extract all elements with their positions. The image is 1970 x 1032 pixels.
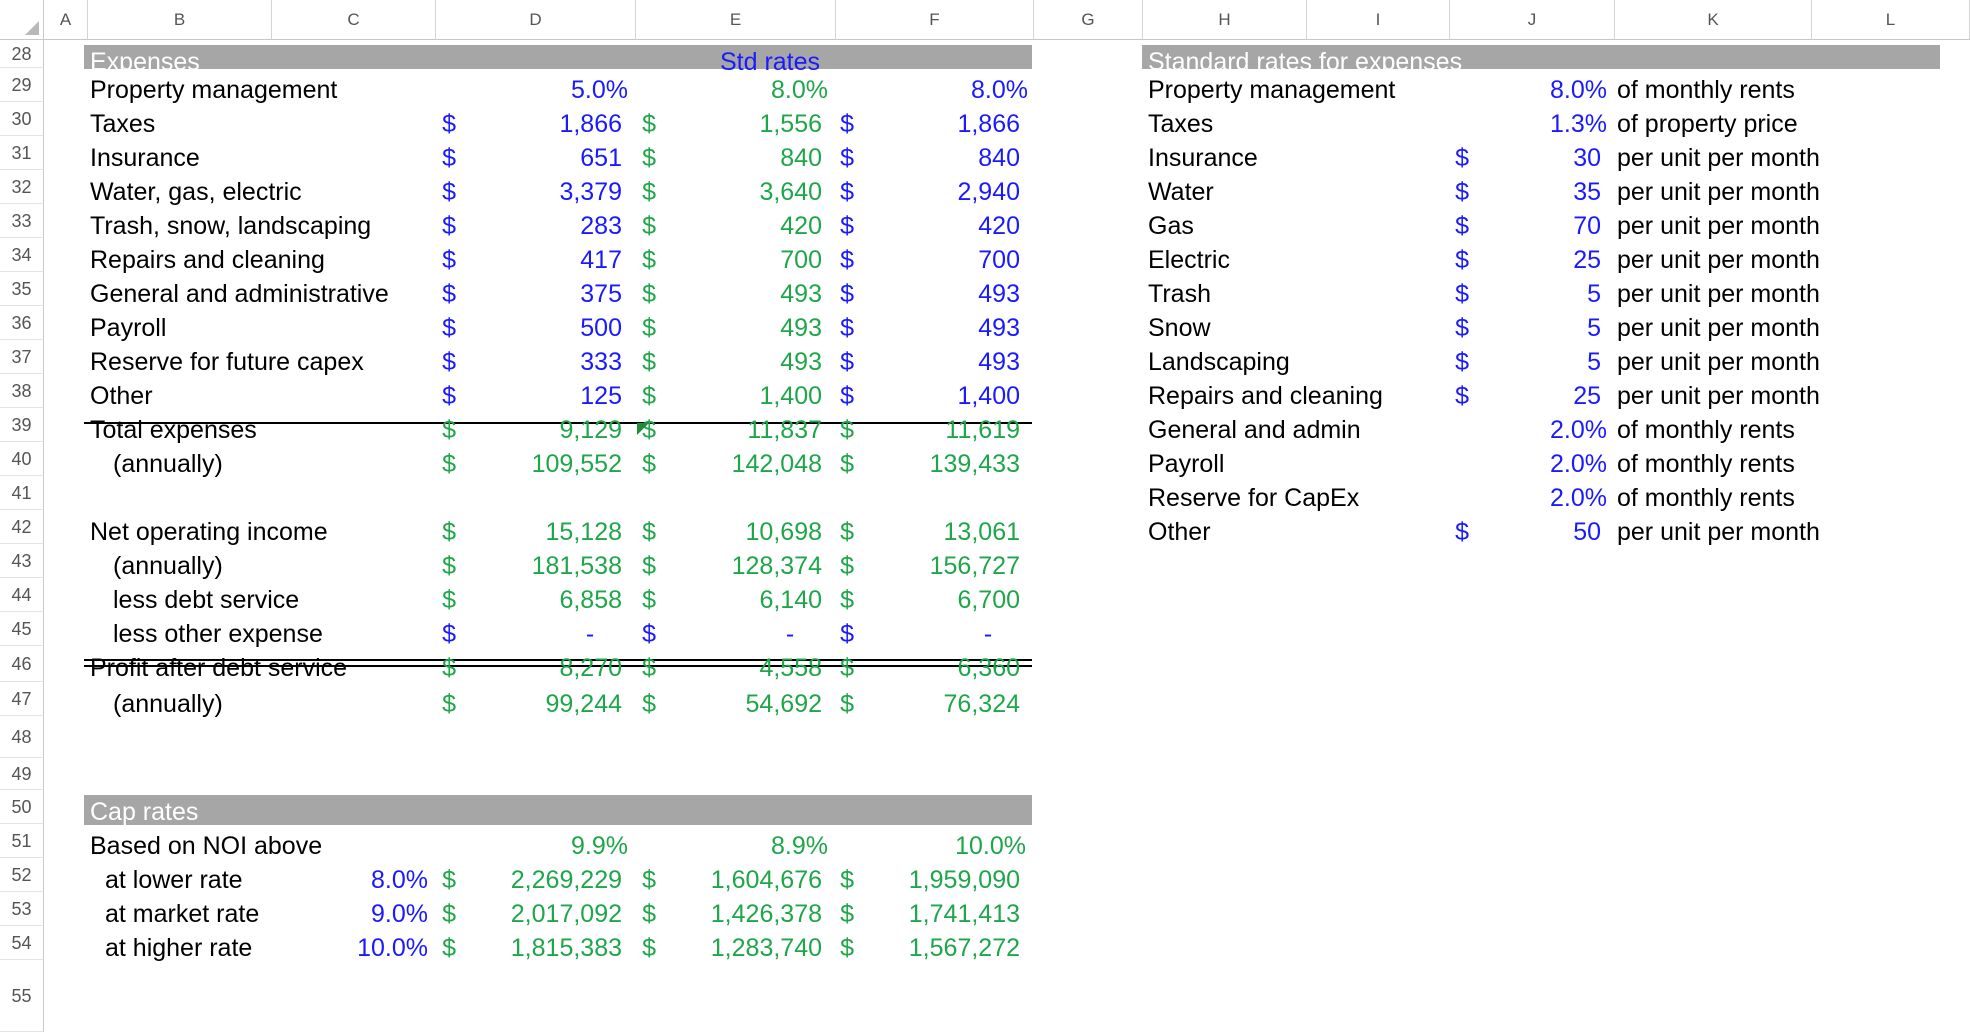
- expense-row-3-e-dollar[interactable]: $: [642, 178, 656, 206]
- row-header-38[interactable]: 38: [0, 374, 44, 408]
- expense-row-1-d-dollar[interactable]: $: [442, 110, 456, 138]
- less-other-expense-d-dollar[interactable]: $: [442, 620, 456, 648]
- row-header-31[interactable]: 31: [0, 136, 44, 170]
- row-header-46[interactable]: 46: [0, 646, 44, 682]
- cap-rate-row-1-f-dollar[interactable]: $: [840, 866, 854, 894]
- standard-rate-row-3-value[interactable]: 30: [1573, 144, 1601, 172]
- less-debt-service-e-dollar[interactable]: $: [642, 586, 656, 614]
- cap-rate-row-1-e-dollar[interactable]: $: [642, 866, 656, 894]
- expense-row-1-label[interactable]: Taxes: [90, 110, 156, 138]
- cap-rate-row-2-d[interactable]: 2,017,092: [510, 900, 622, 928]
- cap-rate-row-3-e[interactable]: 1,283,740: [710, 934, 822, 962]
- expense-row-6-f[interactable]: 493: [978, 280, 1020, 308]
- standard-rate-row-6-unit[interactable]: per unit per month: [1617, 246, 1820, 274]
- expense-row-8-e[interactable]: 493: [780, 348, 822, 376]
- expense-row-6-d[interactable]: 375: [580, 280, 622, 308]
- row-header-43[interactable]: 43: [0, 544, 44, 578]
- row-header-42[interactable]: 42: [0, 510, 44, 544]
- cap-rate-row-1-d-dollar[interactable]: $: [442, 866, 456, 894]
- net-operating-income-e[interactable]: 10,698: [745, 518, 822, 546]
- select-all-corner[interactable]: [0, 0, 44, 40]
- total-expenses-annual-d[interactable]: 109,552: [531, 450, 622, 478]
- standard-rate-row-9-value[interactable]: 5: [1587, 348, 1601, 376]
- expense-row-8-f[interactable]: 493: [978, 348, 1020, 376]
- column-header-B[interactable]: B: [88, 0, 272, 40]
- net-operating-income-e-dollar[interactable]: $: [642, 518, 656, 546]
- expense-row-5-d-dollar[interactable]: $: [442, 246, 456, 274]
- standard-rate-row-9-unit[interactable]: per unit per month: [1617, 348, 1820, 376]
- expense-row-1-f[interactable]: 1,866: [957, 110, 1020, 138]
- standard-rate-row-4-value[interactable]: 35: [1573, 178, 1601, 206]
- expense-row-4-e[interactable]: 420: [780, 212, 822, 240]
- cap-rate-row-3-label[interactable]: at higher rate: [105, 934, 253, 962]
- row-header-35[interactable]: 35: [0, 272, 44, 306]
- expense-row-8-e-dollar[interactable]: $: [642, 348, 656, 376]
- less-debt-service-f-dollar[interactable]: $: [840, 586, 854, 614]
- standard-rate-row-13-value[interactable]: 2.0%: [1550, 484, 1607, 512]
- based-on-noi-label[interactable]: Based on NOI above: [90, 832, 323, 860]
- row-header-32[interactable]: 32: [0, 170, 44, 204]
- profit-after-debt-service-f[interactable]: 6,360: [957, 654, 1020, 682]
- standard-rate-row-10-label[interactable]: Repairs and cleaning: [1148, 382, 1383, 410]
- based-on-noi-e[interactable]: 8.9%: [771, 832, 828, 860]
- standard-rate-row-2-unit[interactable]: of property price: [1617, 110, 1798, 138]
- expense-row-2-e-dollar[interactable]: $: [642, 144, 656, 172]
- cap-rate-row-1-f[interactable]: 1,959,090: [908, 866, 1020, 894]
- expenses-header-band: [84, 45, 1032, 69]
- standard-rate-row-4-unit[interactable]: per unit per month: [1617, 178, 1820, 206]
- less-other-expense-label[interactable]: less other expense: [113, 620, 323, 648]
- row-header-44[interactable]: 44: [0, 578, 44, 612]
- standard-rate-row-7-label[interactable]: Trash: [1148, 280, 1211, 308]
- cap-rate-row-1-d[interactable]: 2,269,229: [510, 866, 622, 894]
- less-debt-service-d[interactable]: 6,858: [559, 586, 622, 614]
- expense-row-6-d-dollar[interactable]: $: [442, 280, 456, 308]
- cap-rate-row-1-rate[interactable]: 8.0%: [371, 866, 428, 894]
- standard-rate-row-3-label[interactable]: Insurance: [1148, 144, 1258, 172]
- cap-rates-header-band: [84, 795, 1032, 825]
- cap-rate-row-1-e[interactable]: 1,604,676: [710, 866, 822, 894]
- profit-annual-e[interactable]: 54,692: [745, 690, 822, 718]
- row-header-51[interactable]: 51: [0, 824, 44, 858]
- expense-row-1-d[interactable]: 1,866: [559, 110, 622, 138]
- profit-annual-label[interactable]: (annually): [113, 690, 223, 718]
- row-header-54[interactable]: 54: [0, 926, 44, 960]
- expense-row-2-f[interactable]: 840: [978, 144, 1020, 172]
- expense-row-6-label[interactable]: General and administrative: [90, 280, 389, 308]
- standard-rate-row-8-value[interactable]: 5: [1587, 314, 1601, 342]
- expense-row-7-label[interactable]: Payroll: [90, 314, 167, 342]
- expense-row-3-e[interactable]: 3,640: [759, 178, 822, 206]
- column-header-D[interactable]: D: [436, 0, 636, 40]
- cap-rate-row-2-f[interactable]: 1,741,413: [908, 900, 1020, 928]
- expense-row-1-e[interactable]: 1,556: [759, 110, 822, 138]
- standard-rate-row-6-value[interactable]: 25: [1573, 246, 1601, 274]
- expense-row-1-e-dollar[interactable]: $: [642, 110, 656, 138]
- net-operating-income-label[interactable]: Net operating income: [90, 518, 328, 546]
- profit-after-debt-service-e[interactable]: 4,558: [759, 654, 822, 682]
- less-other-expense-d[interactable]: -: [585, 620, 595, 648]
- expense-row-3-d[interactable]: 3,379: [559, 178, 622, 206]
- total-expenses-d-dollar[interactable]: $: [442, 416, 456, 444]
- standard-rate-row-13-label[interactable]: Reserve for CapEx: [1148, 484, 1360, 512]
- profit-after-debt-service-d-dollar[interactable]: $: [442, 654, 456, 682]
- standard-rate-row-5-unit[interactable]: per unit per month: [1617, 212, 1820, 240]
- total-expenses-e[interactable]: 11,837: [747, 416, 822, 444]
- row-header-37[interactable]: 37: [0, 340, 44, 374]
- total-expenses-label[interactable]: Total expenses: [90, 416, 257, 444]
- standard-rate-row-5-dollar[interactable]: $: [1455, 212, 1469, 240]
- std-rates-label[interactable]: Std rates: [719, 48, 821, 76]
- cap-rate-row-3-d[interactable]: 1,815,383: [510, 934, 622, 962]
- less-debt-service-e[interactable]: 6,140: [759, 586, 822, 614]
- column-header-E[interactable]: E: [636, 0, 836, 40]
- standard-rate-row-2-value[interactable]: 1.3%: [1550, 110, 1607, 138]
- expense-row-2-e[interactable]: 840: [780, 144, 822, 172]
- profit-after-debt-service-d[interactable]: 8,270: [559, 654, 622, 682]
- column-header-I[interactable]: I: [1307, 0, 1450, 40]
- net-operating-income-d-dollar[interactable]: $: [442, 518, 456, 546]
- net-operating-income-annual-f-dollar[interactable]: $: [840, 552, 854, 580]
- standard-rate-row-14-dollar[interactable]: $: [1455, 518, 1469, 546]
- standard-rate-row-4-label[interactable]: Water: [1148, 178, 1214, 206]
- column-header-J[interactable]: J: [1450, 0, 1615, 40]
- standard-rate-row-14-unit[interactable]: per unit per month: [1617, 518, 1820, 546]
- row-header-39[interactable]: 39: [0, 408, 44, 442]
- total-expenses-annual-e-dollar[interactable]: $: [642, 450, 656, 478]
- cap-rate-row-2-e-dollar[interactable]: $: [642, 900, 656, 928]
- standard-rate-row-12-value[interactable]: 2.0%: [1550, 450, 1607, 478]
- standard-rate-row-11-unit[interactable]: of monthly rents: [1617, 416, 1795, 444]
- cap-rate-row-3-f[interactable]: 1,567,272: [908, 934, 1020, 962]
- column-header-K[interactable]: K: [1615, 0, 1812, 40]
- expense-row-5-f[interactable]: 700: [978, 246, 1020, 274]
- net-operating-income-d[interactable]: 15,128: [545, 518, 622, 546]
- expense-row-1-f-dollar[interactable]: $: [840, 110, 854, 138]
- column-header-H[interactable]: H: [1143, 0, 1307, 40]
- expense-row-8-label[interactable]: Reserve for future capex: [90, 348, 364, 376]
- expense-row-2-d-dollar[interactable]: $: [442, 144, 456, 172]
- standard-rate-row-9-label[interactable]: Landscaping: [1148, 348, 1290, 376]
- expense-row-4-e-dollar[interactable]: $: [642, 212, 656, 240]
- standard-rate-row-10-value[interactable]: 25: [1573, 382, 1601, 410]
- total-expenses-annual-f-dollar[interactable]: $: [840, 450, 854, 478]
- cap-rate-row-2-rate[interactable]: 9.0%: [371, 900, 428, 928]
- expense-row-2-d[interactable]: 651: [580, 144, 622, 172]
- column-header-F[interactable]: F: [836, 0, 1034, 40]
- standard-rate-row-8-unit[interactable]: per unit per month: [1617, 314, 1820, 342]
- expense-row-8-f-dollar[interactable]: $: [840, 348, 854, 376]
- row-header-40[interactable]: 40: [0, 442, 44, 476]
- standard-rate-row-12-label[interactable]: Payroll: [1148, 450, 1225, 478]
- column-header-L[interactable]: L: [1812, 0, 1970, 40]
- standard-rate-row-8-dollar[interactable]: $: [1455, 314, 1469, 342]
- expense-row-7-e-dollar[interactable]: $: [642, 314, 656, 342]
- row-header-52[interactable]: 52: [0, 858, 44, 892]
- profit-after-debt-service-e-dollar[interactable]: $: [642, 654, 656, 682]
- expense-row-9-d-dollar[interactable]: $: [442, 382, 456, 410]
- expense-row-4-d[interactable]: 283: [580, 212, 622, 240]
- less-other-expense-f[interactable]: -: [983, 620, 993, 648]
- standard-rates-title[interactable]: Standard rates for expenses: [1148, 48, 1463, 76]
- net-operating-income-annual-d-dollar[interactable]: $: [442, 552, 456, 580]
- expense-row-7-f[interactable]: 493: [978, 314, 1020, 342]
- less-debt-service-d-dollar[interactable]: $: [442, 586, 456, 614]
- row-header-45[interactable]: 45: [0, 612, 44, 646]
- net-operating-income-annual-d[interactable]: 181,538: [531, 552, 622, 580]
- profit-annual-f[interactable]: 76,324: [943, 690, 1020, 718]
- standard-rate-row-2-label[interactable]: Taxes: [1148, 110, 1214, 138]
- standard-rate-row-11-value[interactable]: 2.0%: [1550, 416, 1607, 444]
- standard-rate-row-3-dollar[interactable]: $: [1455, 144, 1469, 172]
- standard-rate-row-10-dollar[interactable]: $: [1455, 382, 1469, 410]
- profit-annual-e-dollar[interactable]: $: [642, 690, 656, 718]
- standard-rate-row-7-value[interactable]: 5: [1587, 280, 1601, 308]
- expense-row-4-f-dollar[interactable]: $: [840, 212, 854, 240]
- row-header-53[interactable]: 53: [0, 892, 44, 926]
- total-expenses-annual-e[interactable]: 142,048: [731, 450, 822, 478]
- standard-rate-row-5-value[interactable]: 70: [1573, 212, 1601, 240]
- expense-row-5-f-dollar[interactable]: $: [840, 246, 854, 274]
- less-debt-service-label[interactable]: less debt service: [113, 586, 300, 614]
- standard-rate-row-10-unit[interactable]: per unit per month: [1617, 382, 1820, 410]
- row-header-30[interactable]: 30: [0, 102, 44, 136]
- property-management-f[interactable]: 8.0%: [971, 76, 1028, 104]
- expense-row-7-d[interactable]: 500: [580, 314, 622, 342]
- based-on-noi-d[interactable]: 9.9%: [571, 832, 628, 860]
- expense-row-6-e[interactable]: 493: [780, 280, 822, 308]
- net-operating-income-annual-label[interactable]: (annually): [113, 552, 223, 580]
- expense-row-4-f[interactable]: 420: [978, 212, 1020, 240]
- profit-annual-d[interactable]: 99,244: [545, 690, 622, 718]
- cap-rate-row-2-f-dollar[interactable]: $: [840, 900, 854, 928]
- property-management-label[interactable]: Property management: [90, 76, 338, 104]
- expense-row-8-d[interactable]: 333: [580, 348, 622, 376]
- cap-rate-row-3-d-dollar[interactable]: $: [442, 934, 456, 962]
- row-header-41[interactable]: 41: [0, 476, 44, 510]
- standard-rate-row-12-unit[interactable]: of monthly rents: [1617, 450, 1795, 478]
- expense-row-5-e-dollar[interactable]: $: [642, 246, 656, 274]
- column-header-G[interactable]: G: [1034, 0, 1143, 40]
- profit-after-debt-service-f-dollar[interactable]: $: [840, 654, 854, 682]
- standard-rate-row-1-label[interactable]: Property management: [1148, 76, 1396, 104]
- expenses-title[interactable]: Expenses: [90, 48, 200, 76]
- cap-rate-row-3-f-dollar[interactable]: $: [840, 934, 854, 962]
- net-operating-income-f-dollar[interactable]: $: [840, 518, 854, 546]
- standard-rate-row-6-label[interactable]: Electric: [1148, 246, 1230, 274]
- expense-row-9-f-dollar[interactable]: $: [840, 382, 854, 410]
- profit-annual-d-dollar[interactable]: $: [442, 690, 456, 718]
- row-header-50[interactable]: 50: [0, 790, 44, 824]
- property-management-e[interactable]: 8.0%: [771, 76, 828, 104]
- total-expenses-annual-d-dollar[interactable]: $: [442, 450, 456, 478]
- less-debt-service-f[interactable]: 6,700: [957, 586, 1020, 614]
- standard-rate-row-4-dollar[interactable]: $: [1455, 178, 1469, 206]
- row-header-55[interactable]: 55: [0, 960, 44, 1032]
- total-expenses-e-dollar[interactable]: $: [642, 416, 656, 444]
- expense-row-7-f-dollar[interactable]: $: [840, 314, 854, 342]
- standard-rate-row-1-unit[interactable]: of monthly rents: [1617, 76, 1795, 104]
- profit-after-debt-service-label[interactable]: Profit after debt service: [90, 654, 348, 682]
- total-expenses-d[interactable]: 9,129: [559, 416, 622, 444]
- cap-rates-title[interactable]: Cap rates: [90, 798, 199, 826]
- less-other-expense-e-dollar[interactable]: $: [642, 620, 656, 648]
- cap-rate-row-3-e-dollar[interactable]: $: [642, 934, 656, 962]
- expense-row-4-d-dollar[interactable]: $: [442, 212, 456, 240]
- expense-row-9-e-dollar[interactable]: $: [642, 382, 656, 410]
- expense-row-5-e[interactable]: 700: [780, 246, 822, 274]
- select-all-triangle-icon: [25, 21, 39, 35]
- row-header-47[interactable]: 47: [0, 682, 44, 716]
- column-header-A[interactable]: A: [44, 0, 88, 40]
- expense-row-6-e-dollar[interactable]: $: [642, 280, 656, 308]
- net-operating-income-annual-e[interactable]: 128,374: [731, 552, 822, 580]
- expense-row-4-label[interactable]: Trash, snow, landscaping: [90, 212, 372, 240]
- expense-row-9-d[interactable]: 125: [580, 382, 622, 410]
- expense-row-3-d-dollar[interactable]: $: [442, 178, 456, 206]
- expense-row-7-e[interactable]: 493: [780, 314, 822, 342]
- row-header-33[interactable]: 33: [0, 204, 44, 238]
- net-operating-income-annual-e-dollar[interactable]: $: [642, 552, 656, 580]
- standard-rate-row-3-unit[interactable]: per unit per month: [1617, 144, 1820, 172]
- net-operating-income-f[interactable]: 13,061: [943, 518, 1020, 546]
- standard-rate-row-14-value[interactable]: 50: [1573, 518, 1601, 546]
- expense-row-5-label[interactable]: Repairs and cleaning: [90, 246, 325, 274]
- expense-row-3-f-dollar[interactable]: $: [840, 178, 854, 206]
- cap-rate-row-2-label[interactable]: at market rate: [105, 900, 260, 928]
- expense-row-6-f-dollar[interactable]: $: [840, 280, 854, 308]
- expense-row-2-f-dollar[interactable]: $: [840, 144, 854, 172]
- total-expenses-f-dollar[interactable]: $: [840, 416, 854, 444]
- standard-rate-row-8-label[interactable]: Snow: [1148, 314, 1211, 342]
- total-expenses-f[interactable]: 11,619: [945, 416, 1020, 444]
- profit-annual-f-dollar[interactable]: $: [840, 690, 854, 718]
- row-header-36[interactable]: 36: [0, 306, 44, 340]
- standard-rate-row-9-dollar[interactable]: $: [1455, 348, 1469, 376]
- standard-rate-row-7-dollar[interactable]: $: [1455, 280, 1469, 308]
- standard-rate-row-1-value[interactable]: 8.0%: [1550, 76, 1607, 104]
- cap-rate-row-1-label[interactable]: at lower rate: [105, 866, 243, 894]
- row-header-29[interactable]: 29: [0, 68, 44, 102]
- expense-row-3-label[interactable]: Water, gas, electric: [90, 178, 302, 206]
- total-expenses-annual-f[interactable]: 139,433: [929, 450, 1020, 478]
- expense-row-2-label[interactable]: Insurance: [90, 144, 200, 172]
- cap-rate-row-2-d-dollar[interactable]: $: [442, 900, 456, 928]
- standard-rate-row-7-unit[interactable]: per unit per month: [1617, 280, 1820, 308]
- less-other-expense-f-dollar[interactable]: $: [840, 620, 854, 648]
- total-expenses-annual-label[interactable]: (annually): [113, 450, 223, 478]
- expense-row-7-d-dollar[interactable]: $: [442, 314, 456, 342]
- column-header-C[interactable]: C: [272, 0, 436, 40]
- standard-rate-row-11-label[interactable]: General and admin: [1148, 416, 1361, 444]
- expense-row-5-d[interactable]: 417: [580, 246, 622, 274]
- less-other-expense-e[interactable]: -: [785, 620, 795, 648]
- net-operating-income-annual-f[interactable]: 156,727: [929, 552, 1020, 580]
- row-header-28[interactable]: 28: [0, 40, 44, 68]
- expense-row-9-f[interactable]: 1,400: [957, 382, 1020, 410]
- expense-row-3-f[interactable]: 2,940: [957, 178, 1020, 206]
- expense-row-8-d-dollar[interactable]: $: [442, 348, 456, 376]
- row-header-49[interactable]: 49: [0, 758, 44, 790]
- cell-error-indicator-icon: [637, 423, 649, 435]
- standard-rate-row-13-unit[interactable]: of monthly rents: [1617, 484, 1795, 512]
- property-management-d[interactable]: 5.0%: [571, 76, 628, 104]
- standard-rate-row-5-label[interactable]: Gas: [1148, 212, 1194, 240]
- cap-rate-row-2-e[interactable]: 1,426,378: [710, 900, 822, 928]
- standard-rate-row-6-dollar[interactable]: $: [1455, 246, 1469, 274]
- row-header-34[interactable]: 34: [0, 238, 44, 272]
- row-header-48[interactable]: 48: [0, 716, 44, 758]
- standard-rate-row-14-label[interactable]: Other: [1148, 518, 1211, 546]
- expense-row-9-label[interactable]: Other: [90, 382, 153, 410]
- cap-rate-row-3-rate[interactable]: 10.0%: [357, 934, 428, 962]
- based-on-noi-f[interactable]: 10.0%: [955, 832, 1026, 860]
- expense-row-9-e[interactable]: 1,400: [759, 382, 822, 410]
